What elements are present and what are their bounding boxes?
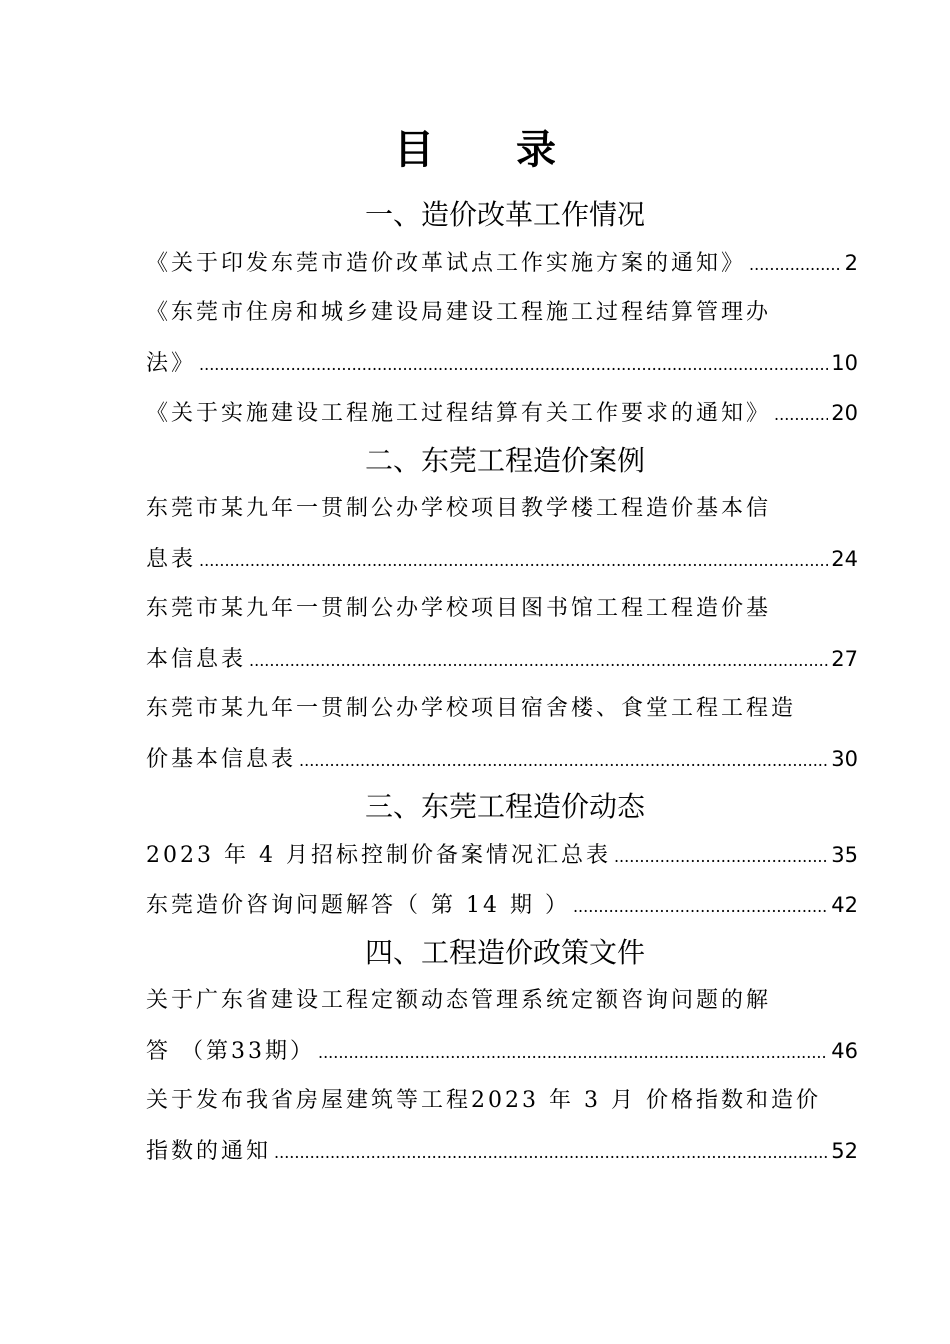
toc-page-number: 46: [831, 1039, 858, 1063]
toc-entry[interactable]: [146, 830, 858, 880]
toc-entry-title: 东莞市某九年一贯制公办学校项目图书馆工程工程造价基: [146, 596, 772, 621]
dot-leader: [299, 736, 828, 786]
toc-entry-title-continued: 息表: [146, 547, 197, 572]
section-heading-2: 二、东莞工程造价案例: [364, 444, 645, 477]
table-of-contents: [146, 192, 858, 1176]
toc-entry-title: 东莞市某九年一贯制公办学校项目教学楼工程造价基本信: [146, 496, 772, 521]
dot-leader: [749, 240, 842, 290]
toc-page-number: 27: [831, 647, 858, 671]
dot-leader: [274, 1128, 828, 1178]
toc-entry[interactable]: [146, 1076, 858, 1176]
toc-page-number: 42: [831, 893, 858, 917]
toc-entry-title-continued: 价基本信息表: [146, 747, 297, 772]
toc-entry[interactable]: [146, 388, 858, 438]
dot-leader: [318, 1028, 828, 1078]
toc-entry-title: 《关于实施建设工程施工过程结算有关工作要求的通知》: [146, 401, 772, 426]
toc-entry[interactable]: [146, 584, 858, 684]
toc-entry-title-continued: 指数的通知: [146, 1139, 272, 1164]
toc-entry-title: 《关于印发东莞市造价改革试点工作实施方案的通知》: [146, 251, 747, 276]
toc-page-number: 35: [831, 843, 858, 867]
toc-entry[interactable]: [146, 880, 858, 930]
section-heading-4: 四、工程造价政策文件: [364, 936, 645, 969]
dot-leader: [199, 340, 828, 390]
dot-leader: [573, 882, 828, 932]
toc-entry-title-continued: 答 （第33期）: [146, 1039, 315, 1064]
section-heading-3: 三、东莞工程造价动态: [364, 790, 645, 823]
dot-leader: [614, 832, 828, 882]
toc-entry-title: 《东莞市住房和城乡建设局建设工程施工过程结算管理办: [146, 300, 772, 325]
toc-entry[interactable]: [146, 238, 858, 288]
toc-entry-title: 关于发布我省房屋建筑等工程2023 年 3 月 价格指数和造价: [146, 1088, 821, 1113]
toc-entry[interactable]: [146, 288, 858, 388]
toc-entry-title: 东莞市某九年一贯制公办学校项目宿舍楼、食堂工程工程造: [146, 696, 797, 721]
toc-entry-title-continued: 法》: [146, 351, 197, 376]
dot-leader: [199, 536, 828, 586]
toc-entry[interactable]: [146, 976, 858, 1076]
toc-entry[interactable]: [146, 684, 858, 784]
toc-entry-title: 2023 年 4 月招标控制价备案情况汇总表: [146, 843, 611, 868]
toc-page-number: 10: [831, 351, 858, 375]
dot-leader: [249, 636, 828, 686]
dot-leader: [774, 390, 828, 440]
toc-entry-title: 关于广东省建设工程定额动态管理系统定额咨询问题的解: [146, 988, 772, 1013]
toc-page-number: 24: [831, 547, 858, 571]
toc-page-number: 2: [844, 251, 858, 275]
toc-page-number: 30: [831, 747, 858, 771]
toc-page-number: 20: [831, 401, 858, 425]
toc-page-number: 52: [831, 1139, 858, 1163]
toc-entry-title: 东莞造价咨询问题解答（ 第 14 期 ）: [146, 893, 570, 918]
toc-entry-title-continued: 本信息表: [146, 647, 247, 672]
toc-entry[interactable]: [146, 484, 858, 584]
page-title: 目 录: [394, 127, 590, 173]
section-heading-1: 一、造价改革工作情况: [364, 198, 645, 231]
